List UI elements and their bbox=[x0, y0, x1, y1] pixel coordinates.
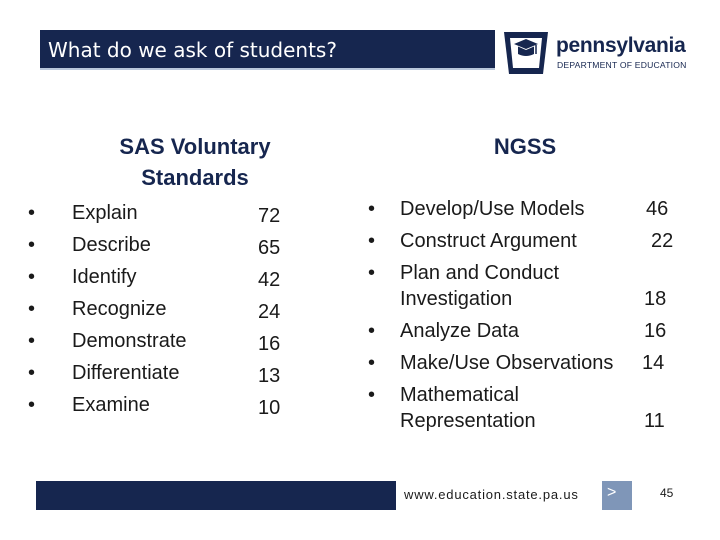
list-item bbox=[28, 264, 308, 296]
keystone-icon bbox=[500, 30, 552, 76]
practice-count: 14 bbox=[642, 352, 665, 374]
verb-label: Examine bbox=[72, 394, 150, 416]
practice-label: Analyze Data bbox=[400, 320, 519, 342]
verb-label: Recognize bbox=[72, 298, 167, 320]
bullet: • bbox=[368, 320, 376, 342]
verb-count: 42 bbox=[258, 269, 281, 291]
verb-count: 24 bbox=[258, 301, 281, 323]
practice-count: 11 bbox=[644, 410, 665, 432]
list-item bbox=[368, 382, 678, 434]
practice-count: 18 bbox=[644, 288, 667, 310]
verb-label: Differentiate bbox=[72, 362, 180, 384]
practice-count: 46 bbox=[646, 198, 669, 220]
chevron-right-icon: > bbox=[607, 484, 617, 501]
verb-label: Demonstrate bbox=[72, 330, 187, 352]
list-item bbox=[368, 196, 678, 222]
bullet: • bbox=[368, 384, 376, 406]
bullet: • bbox=[28, 202, 36, 224]
bullet: • bbox=[368, 198, 376, 220]
list-item bbox=[28, 360, 308, 392]
practice-label-continued: Investigation bbox=[400, 288, 513, 310]
ngss-practice-list bbox=[368, 196, 678, 440]
list-item bbox=[368, 350, 678, 376]
list-item bbox=[368, 318, 678, 344]
ngss-heading: NGSS bbox=[493, 134, 557, 159]
bullet: • bbox=[28, 330, 36, 352]
sas-verb-list bbox=[28, 200, 308, 424]
list-item bbox=[28, 328, 308, 360]
bullet: • bbox=[28, 298, 36, 320]
verb-count: 10 bbox=[258, 397, 281, 419]
bullet: • bbox=[28, 234, 36, 256]
pde-logo bbox=[500, 30, 690, 76]
verb-count: 13 bbox=[258, 365, 281, 387]
bullet: • bbox=[28, 394, 36, 416]
practice-label: Plan and Conduct bbox=[400, 262, 560, 284]
title-bar bbox=[40, 30, 495, 70]
practice-count: 16 bbox=[644, 320, 667, 342]
practice-label: Construct Argument bbox=[400, 230, 577, 252]
verb-count: 16 bbox=[258, 333, 281, 355]
verb-label: Explain bbox=[72, 202, 138, 224]
practice-count: 22 bbox=[651, 230, 674, 252]
list-item bbox=[368, 260, 678, 312]
list-item bbox=[28, 232, 308, 264]
list-item bbox=[28, 296, 308, 328]
bullet: • bbox=[28, 362, 36, 384]
practice-label: Make/Use Observations bbox=[400, 352, 614, 374]
logo-wordmark: pennsylvania bbox=[556, 34, 686, 57]
sas-heading: SAS Voluntary Standards bbox=[119, 134, 271, 190]
practice-label: Mathematical bbox=[400, 384, 519, 406]
list-item bbox=[368, 228, 678, 254]
verb-label: Describe bbox=[72, 234, 151, 256]
logo-subtitle: DEPARTMENT OF EDUCATION bbox=[557, 60, 687, 70]
practice-label: Develop/Use Models bbox=[400, 198, 585, 220]
verb-count: 72 bbox=[258, 205, 281, 227]
bullet: • bbox=[368, 262, 376, 284]
verb-label: Identify bbox=[72, 266, 137, 288]
list-item bbox=[28, 392, 308, 424]
bullet: • bbox=[368, 230, 376, 252]
practice-label-continued: Representation bbox=[400, 410, 536, 432]
bullet: • bbox=[368, 352, 376, 374]
page-number: 45 bbox=[660, 486, 674, 500]
verb-count: 65 bbox=[258, 237, 281, 259]
footer-url-link[interactable]: www.education.state.pa.us bbox=[404, 487, 579, 502]
bullet: • bbox=[28, 266, 36, 288]
list-item bbox=[28, 200, 308, 232]
slide-title: What do we ask of students? bbox=[48, 38, 337, 62]
